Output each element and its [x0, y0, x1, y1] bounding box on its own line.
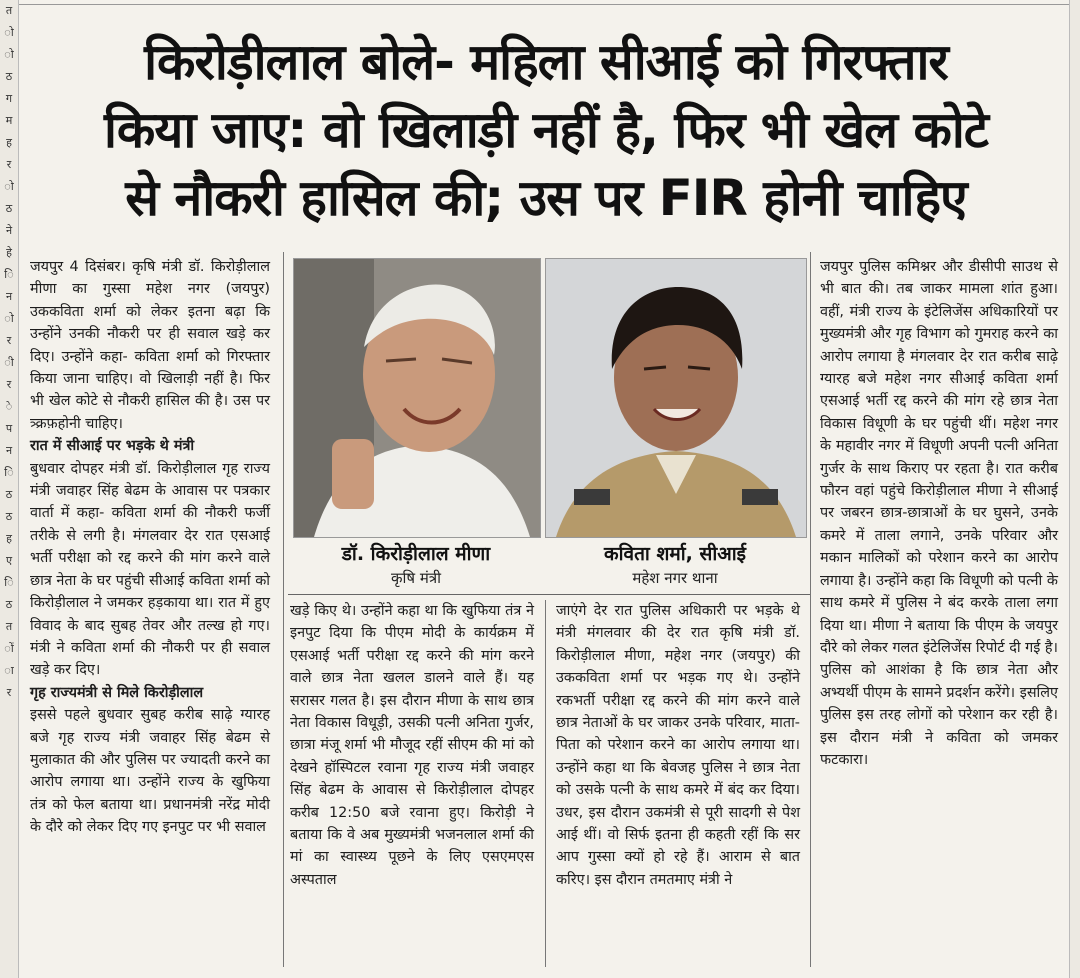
adjacent-column-char: ह	[6, 136, 12, 149]
adjacent-column-char: ठ	[5, 598, 13, 611]
adjacent-column-char: े	[5, 400, 13, 413]
photo-kirodilal-meena	[293, 258, 541, 538]
headline-line-2: किया जाए: वो खिलाड़ी नहीं है, फिर भी खेल कोटे	[103, 101, 988, 159]
adjacent-column-char: ो	[4, 48, 14, 61]
adjacent-column-char: त	[5, 620, 13, 633]
column-3-paragraph-1: जाएंगे देर रात पुलिस अधिकारी पर भड़के थे मंत्री मंगलवार की देर रात कृषि मंत्री डॉ. किरोड़ीलाल मीणा, महेश नगर (जयपुर) की उककविता शर्मा पर भड़क गए थे। उन्होंने रकभर्ती परीक्षा रद्द करने की मांग करने वाले छात्र नेताओं के घर जाकर उनके परिवार, माता-पिता को परेशान करने का आरोप लगाया था। उन्होंने कहा था कि बेवजह पुलिस ने छात्र नेता को उसके पत्नी के साथ कमरे में बंद कर दिया। उधर, इस दौरान उकमंत्री से पूरी सादगी से पेश आई थीं। वो सिर्फ इतना ही कहती रहीं कि सर आप गुस्सा क्यों हो रहे हैं। आराम से बात करिए। इस दौरान तमतमाए मंत्री ने	[556, 603, 800, 888]
adjacent-column-char: ह	[6, 532, 12, 545]
headline-line-3: से नौकरी हासिल की; उस पर FIR होनी चाहिए	[125, 169, 967, 227]
adjacent-column-char: र	[6, 158, 12, 171]
adjacent-column-char: न	[5, 444, 13, 457]
adjacent-column-char: प	[5, 422, 13, 435]
adjacent-column-char: ा	[4, 664, 14, 677]
adjacent-column-char: ि	[4, 576, 14, 589]
adjacent-column-char: ों	[4, 642, 14, 655]
adjacent-column-char: ि	[4, 268, 14, 281]
adjacent-column-char: ठ	[5, 510, 13, 523]
column-1-paragraph-2: बुधवार दोपहर मंत्री डॉ. किरोड़ीलाल गृह राज्य मंत्री जवाहर सिंह बेढम के आवास पर पत्रकार वार्ता में कहा- कविता शर्मा की नौकरी फर्जी तरीके से लगी है। मंगलवार देर रात एसआई भर्ती परीक्षा को रद्द करने की मांग करने वाले छात्र नेता के घर पहुंची सीआई कविता शर्मा को किरोड़ीलाल ने जमकर हड़काया था। रात में हुए विवाद के बाद सुबह तेवर और तल्ख हो गए। मंत्री ने कविता शर्मा की नौकरी पर ही सवाल खड़े कर दिए।	[30, 460, 270, 679]
adjacent-column-char: ठ	[5, 202, 13, 215]
column-4-paragraph-1: जयपुर पुलिस कमिश्नर और डीसीपी साउथ से भी बात की। तब जाकर मामला शांत हुआ। वहीं, मंत्री राज्य के इंटेलिजेंस अधिकारियों पर मुख्यमंत्री और गृह विभाग को गुमराह करने का आरोप लगाया है मंगलवार देर रात करीब साढ़े ग्यारह बजे महेश नगर सीआई कविता शर्मा एसआई भर्ती रद्द करने की मांग रहे छात्र नेता विकास विधूणी के घर पहुंची थीं। महेश नगर के महावीर नगर में विधूणी अपनी पत्नी अनिता गुर्जर के साथ किराए पर रहता है। रात करीब फौरन वहां पहुंचे किरोड़ीलाल मीणा ने सीआई पर जबरन छात्र-छात्राओं के घर घुसने, उनके कमरे में ताला लगाने, उनके परिवार और मकान मालिकों को परेशान करने का आरोप लगाया है। उन्होंने कहा कि विधूणी को पत्नी के साथ कमरे में पुलिस ने बंद करके ताला लगा दिया था। मीणा ने बताया कि पीएम के जयपुर दौरे को लेकर गलत इंटेलिजेंस रिपोर्ट दी गई है। पुलिस को आशंका है कि छात्र नेता और अभ्यर्थी पीएम के सामने प्रदर्शन करेंगे। इसलिए पुलिस इस तरह लोगों को परेशान कर रही है। इस दौरान मंत्री ने कविता को जमकर फटकारा।	[820, 259, 1058, 768]
article-column-4	[820, 256, 1058, 771]
column-1-paragraph-3: इससे पहले बुधवार सुबह करीब साढ़े ग्यारह बजे गृह राज्य मंत्री जवाहर सिंह बेढम से मुलाकात की और पुलिस पर ज्यादती करने का आरोप लगाया था। उन्होंने राज्य के खुफिया तंत्र को फेल बताया था। प्रधानमंत्री नरेंद्र मोदी के दौरे को लेकर दिए गए इनपुट पर भी सवाल	[30, 707, 270, 836]
column-divider-2	[545, 600, 546, 967]
portrait-illustration-right	[546, 259, 806, 537]
article-column-3	[556, 600, 800, 891]
adjacent-column-char: ो	[4, 312, 14, 325]
photo-left-name: डॉ. किरोड़ीलाल मीणा	[341, 543, 491, 565]
adjacent-column-char: ठ	[5, 488, 13, 501]
portrait-illustration-left	[294, 259, 540, 537]
adjacent-column-char: ने	[5, 224, 13, 237]
column-1-subheading-1: रात में सीआई पर भड़के थे मंत्री	[30, 438, 195, 455]
adjacent-column-char: ो	[4, 180, 14, 193]
adjacent-column-char: ग	[5, 92, 13, 105]
photo-right-role: महेश नगर थाना	[632, 569, 718, 587]
top-rule	[18, 0, 1070, 5]
adjacent-column-char: हे	[6, 246, 12, 259]
column-divider-1	[283, 252, 284, 967]
adjacent-column-char: म	[5, 114, 13, 127]
column-divider-3	[810, 252, 811, 967]
column-1-subheading-2: गृह राज्यमंत्री से मिले किरोड़ीलाल	[30, 684, 204, 701]
adjacent-column-char: ी	[4, 356, 14, 369]
right-edge-strip	[1069, 0, 1080, 978]
adjacent-column-char: र	[6, 334, 12, 347]
photo-left-role: कृषि मंत्री	[391, 569, 441, 587]
adjacent-column-char: त	[5, 4, 13, 17]
photo-caption-rule	[288, 594, 810, 595]
adjacent-column-char: र	[6, 686, 12, 699]
article-column-2	[290, 600, 534, 891]
adjacent-column-char: ो	[4, 26, 14, 39]
photo-kavita-sharma	[545, 258, 807, 538]
adjacent-column-strip	[0, 0, 19, 978]
column-2-paragraph-1: खड़े किए थे। उन्होंने कहा था कि खुफिया तंत्र ने इनपुट दिया कि पीएम मोदी के कार्यक्रम में एसआई भर्ती परीक्षा रद्द करने की मांग करने वाले छात्र नेता खलल डालने वाले हैं। यह सरासर गलत है। इस दौरान मीणा के साथ छात्र नेता विकास विधूड़ी, उसकी पत्नी अनिता गुर्जर, छात्रा मंजू शर्मा भी मौजूद रहीं सीएम की मां को देखने हॉस्पिटल रवाना गृह राज्य मंत्री जवाहर सिंह बेढम के आवास से किरोड़ीलाल दोपहर करीब 12:50 बजे रवाना हुए। किरोड़ी ने बताया कि वे अब मुख्यमंत्री भजनलाल शर्मा की मां का स्वास्थ्य पूछने के लिए एसएमएस अस्पताल	[290, 603, 534, 888]
adjacent-column-char: न	[5, 290, 13, 303]
adjacent-column-char: ठ	[5, 70, 13, 83]
photo-right-name: कविता शर्मा, सीआई	[604, 543, 746, 565]
article-column-1	[30, 256, 270, 839]
headline-line-1: किरोड़ीलाल बोले- महिला सीआई को गिरफ्तार	[144, 33, 948, 91]
column-1-paragraph-1: जयपुर 4 दिसंबर। कृषि मंत्री डॉ. किरोड़ीलाल मीणा का गुस्सा महेश नगर (जयपुर) उककविता शर्मा को लेकर इतना बढ़ा कि उन्होंने उनकी नौकरी पर ही सवाल खड़े कर दिए। उन्होंने कहा- कविता शर्मा को गिरफ्तार किया जाना चाहिए। वो खिलाड़ी नहीं है। फिर भी खेल कोटे से नौकरी हासिल की है। उस पर त्र्क्रफ़होनी चाहिए।	[30, 259, 270, 432]
adjacent-column-char: र	[6, 378, 12, 391]
adjacent-column-char: ए	[5, 554, 13, 567]
adjacent-column-char: ि	[4, 466, 14, 479]
